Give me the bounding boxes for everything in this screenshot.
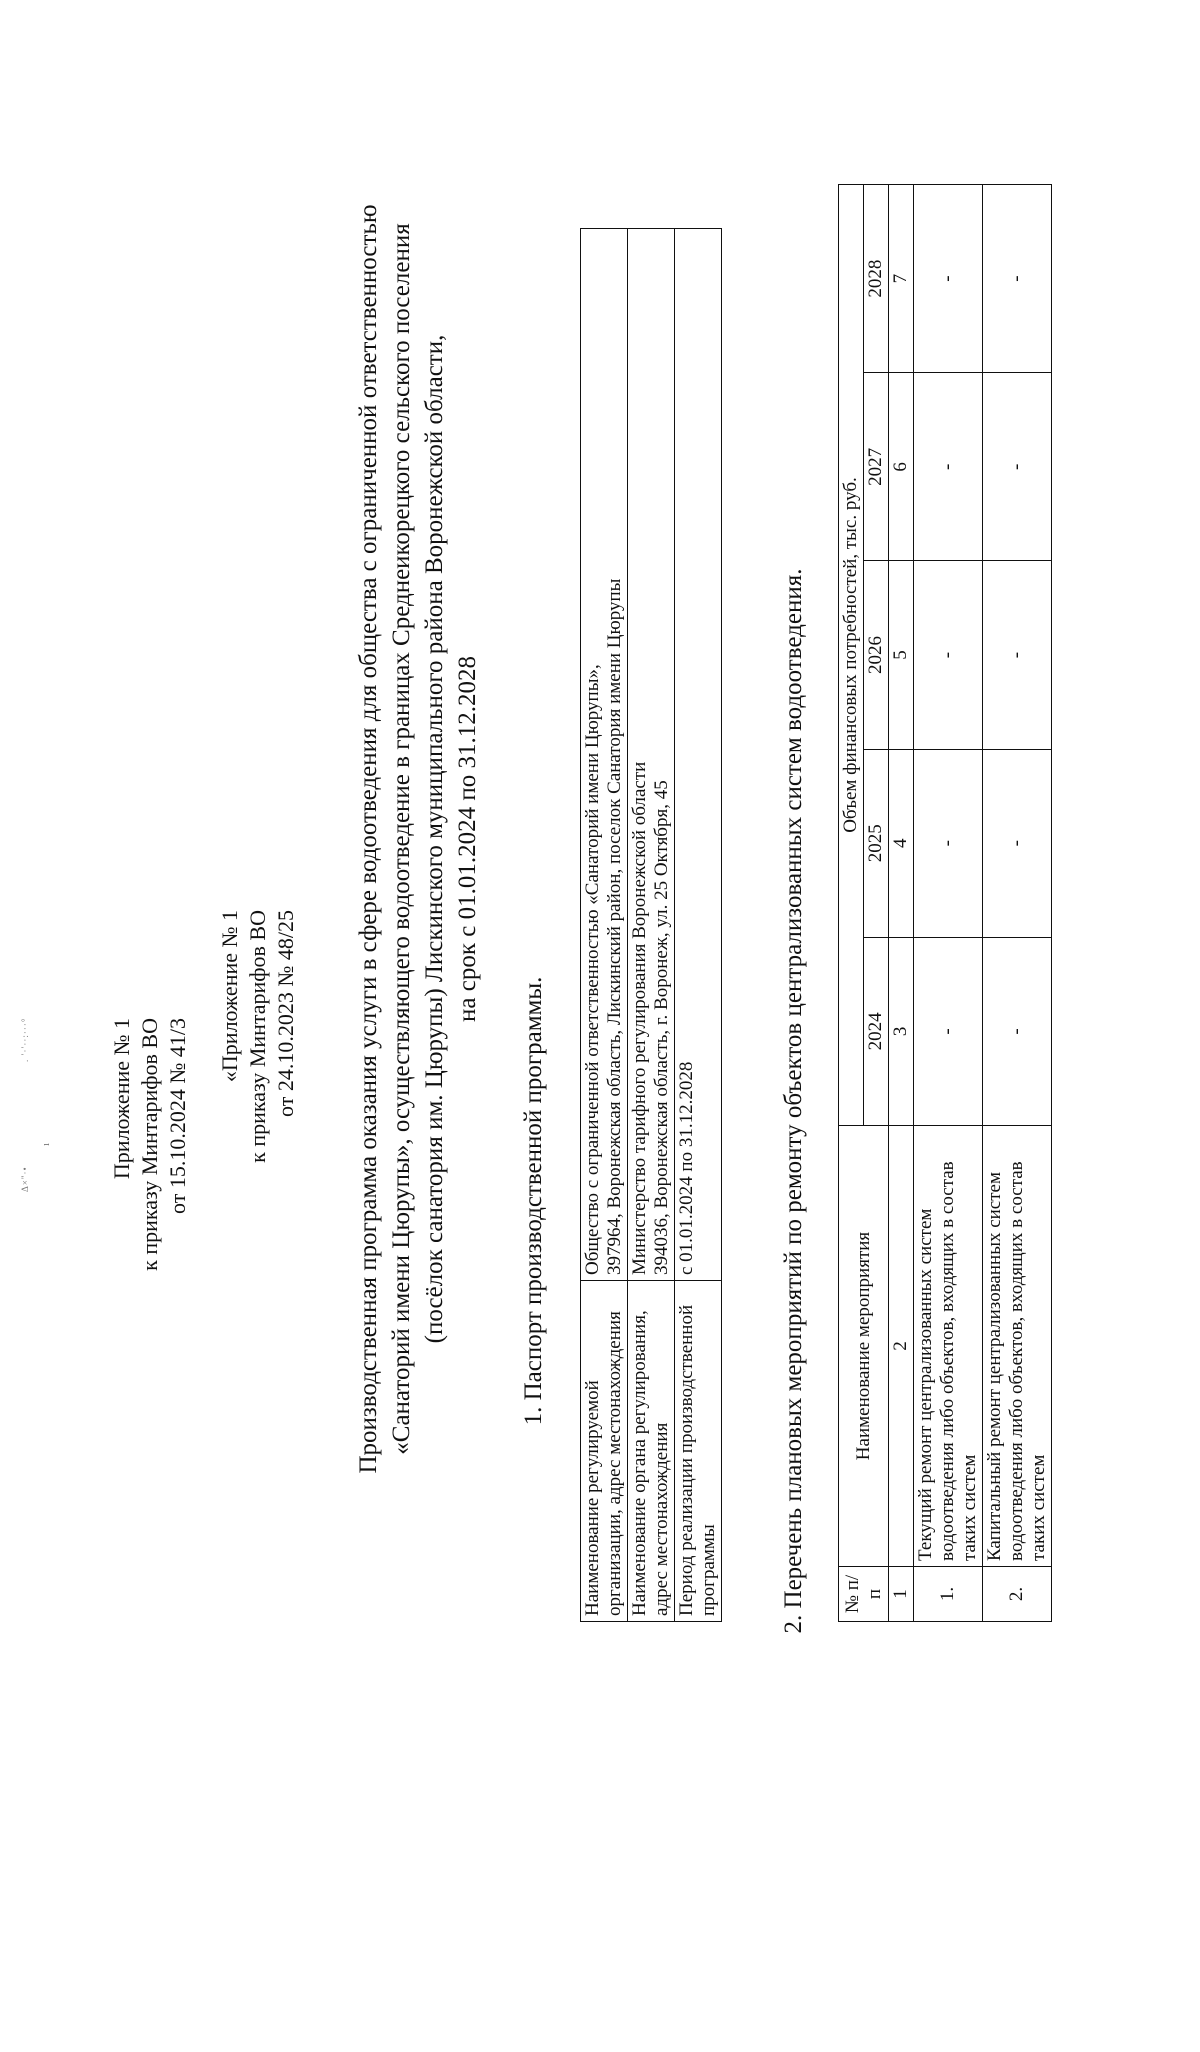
passport-value: [628, 229, 675, 1281]
table-row: [675, 229, 722, 1622]
col-num-header: № п/п: [839, 1567, 889, 1622]
table-header-row: [839, 185, 864, 1622]
measure-value: -: [914, 373, 983, 561]
value-line: Общество с ограниченной ответственностью «Санаторий имени Цюрупы»,: [582, 664, 603, 1275]
measure-value: -: [983, 185, 1052, 373]
scan-mark: ı: [40, 1141, 52, 1146]
col-index: 5: [889, 561, 914, 749]
year-header: 2026: [864, 561, 889, 749]
appendix-line: к приказу Минтарифов ВО: [137, 1018, 162, 1271]
measure-value: -: [983, 373, 1052, 561]
measures-table: [838, 184, 1052, 1622]
document-title: [352, 154, 484, 1524]
col-index: 7: [889, 185, 914, 373]
passport-table: [580, 228, 722, 1622]
col-index: 1: [889, 1567, 914, 1622]
passport-label: Наименование органа регулирования, адрес местонахождения: [628, 1281, 675, 1622]
col-index: 4: [889, 749, 914, 937]
col-index: 3: [889, 937, 914, 1125]
table-row: [581, 229, 628, 1622]
col-volume-header: Объем финансовых потребностей, тыс. руб.: [839, 185, 864, 1126]
measure-value: -: [914, 749, 983, 937]
appendix-line: «Приложение № 1: [217, 910, 242, 1083]
passport-label: Период реализации производственной программы: [675, 1281, 722, 1622]
scan-mark: . ′·′··:···°: [20, 1017, 30, 1062]
appendix-line: от 15.10.2024 № 41/3: [165, 1018, 190, 1214]
table-row: [914, 185, 983, 1622]
year-header: 2024: [864, 937, 889, 1125]
measure-name: Текущий ремонт централизованных систем водоотведения либо объектов, входящих в состав таких систем: [914, 1126, 983, 1567]
scan-mark: Δ×"·•: [20, 1166, 30, 1192]
section1-heading: 1. Паспорт производственной программы.: [520, 976, 547, 1426]
measure-value: -: [983, 749, 1052, 937]
value-line: Министерство тарифного регулирования Воронежской области: [629, 761, 650, 1275]
measure-name: Капитальный ремонт централизованных систем водоотведения либо объектов, входящих в состав таких систем: [983, 1126, 1052, 1567]
passport-value: [581, 229, 628, 1281]
appendix-previous: [216, 910, 300, 1163]
appendix-line: от 24.10.2023 № 48/25: [273, 910, 298, 1117]
section2-heading: 2. Перечень плановых мероприятий по ремонту объектов централизованных систем водоотведения.: [780, 568, 807, 1634]
col-index: 6: [889, 373, 914, 561]
col-index: 2: [889, 1126, 914, 1567]
col-name-header: Наименование мероприятия: [839, 1126, 889, 1567]
title-line: на срок с 01.01.2024 по 31.12.2028: [454, 656, 481, 1022]
appendix-line: Приложение № 1: [109, 1018, 134, 1180]
table-row: [983, 185, 1052, 1622]
passport-value: с 01.01.2024 по 31.12.2028: [675, 229, 722, 1281]
row-num: 2.: [983, 1567, 1052, 1622]
row-num: 1.: [914, 1567, 983, 1622]
value-line: 397964, Воронежская область, Лискинский район, поселок Санатория имени Цюрупы: [604, 578, 625, 1275]
year-header: 2025: [864, 749, 889, 937]
measure-value: -: [914, 185, 983, 373]
table-row: [628, 229, 675, 1622]
title-line: (посёлок санатория им. Цюрупы) Лискинского муниципального района Воронежской области,: [421, 334, 448, 1344]
measure-value: -: [914, 937, 983, 1125]
measure-value: -: [983, 561, 1052, 749]
appendix-line: к приказу Минтарифов ВО: [245, 910, 270, 1163]
measure-value: -: [983, 937, 1052, 1125]
measure-value: -: [914, 561, 983, 749]
table-index-row: [889, 185, 914, 1622]
year-header: 2027: [864, 373, 889, 561]
appendix-current: [108, 1018, 192, 1271]
title-line: «Санаторий имени Цюрупы», осуществляющего водоотведение в границах Среднеикорецкого сельского поселения: [388, 223, 415, 1455]
title-line: Производственная программа оказания услуги в сфере водоотведения для общества с ограниченной ответственностью: [355, 204, 382, 1474]
passport-label: Наименование регулируемой организации, адрес местонахождения: [581, 1281, 628, 1622]
year-header: 2028: [864, 185, 889, 373]
scan-marks: [16, 972, 56, 1192]
value-line: 394036, Воронежская область, г. Воронеж, ул. 25 Октября, 45: [651, 780, 672, 1275]
